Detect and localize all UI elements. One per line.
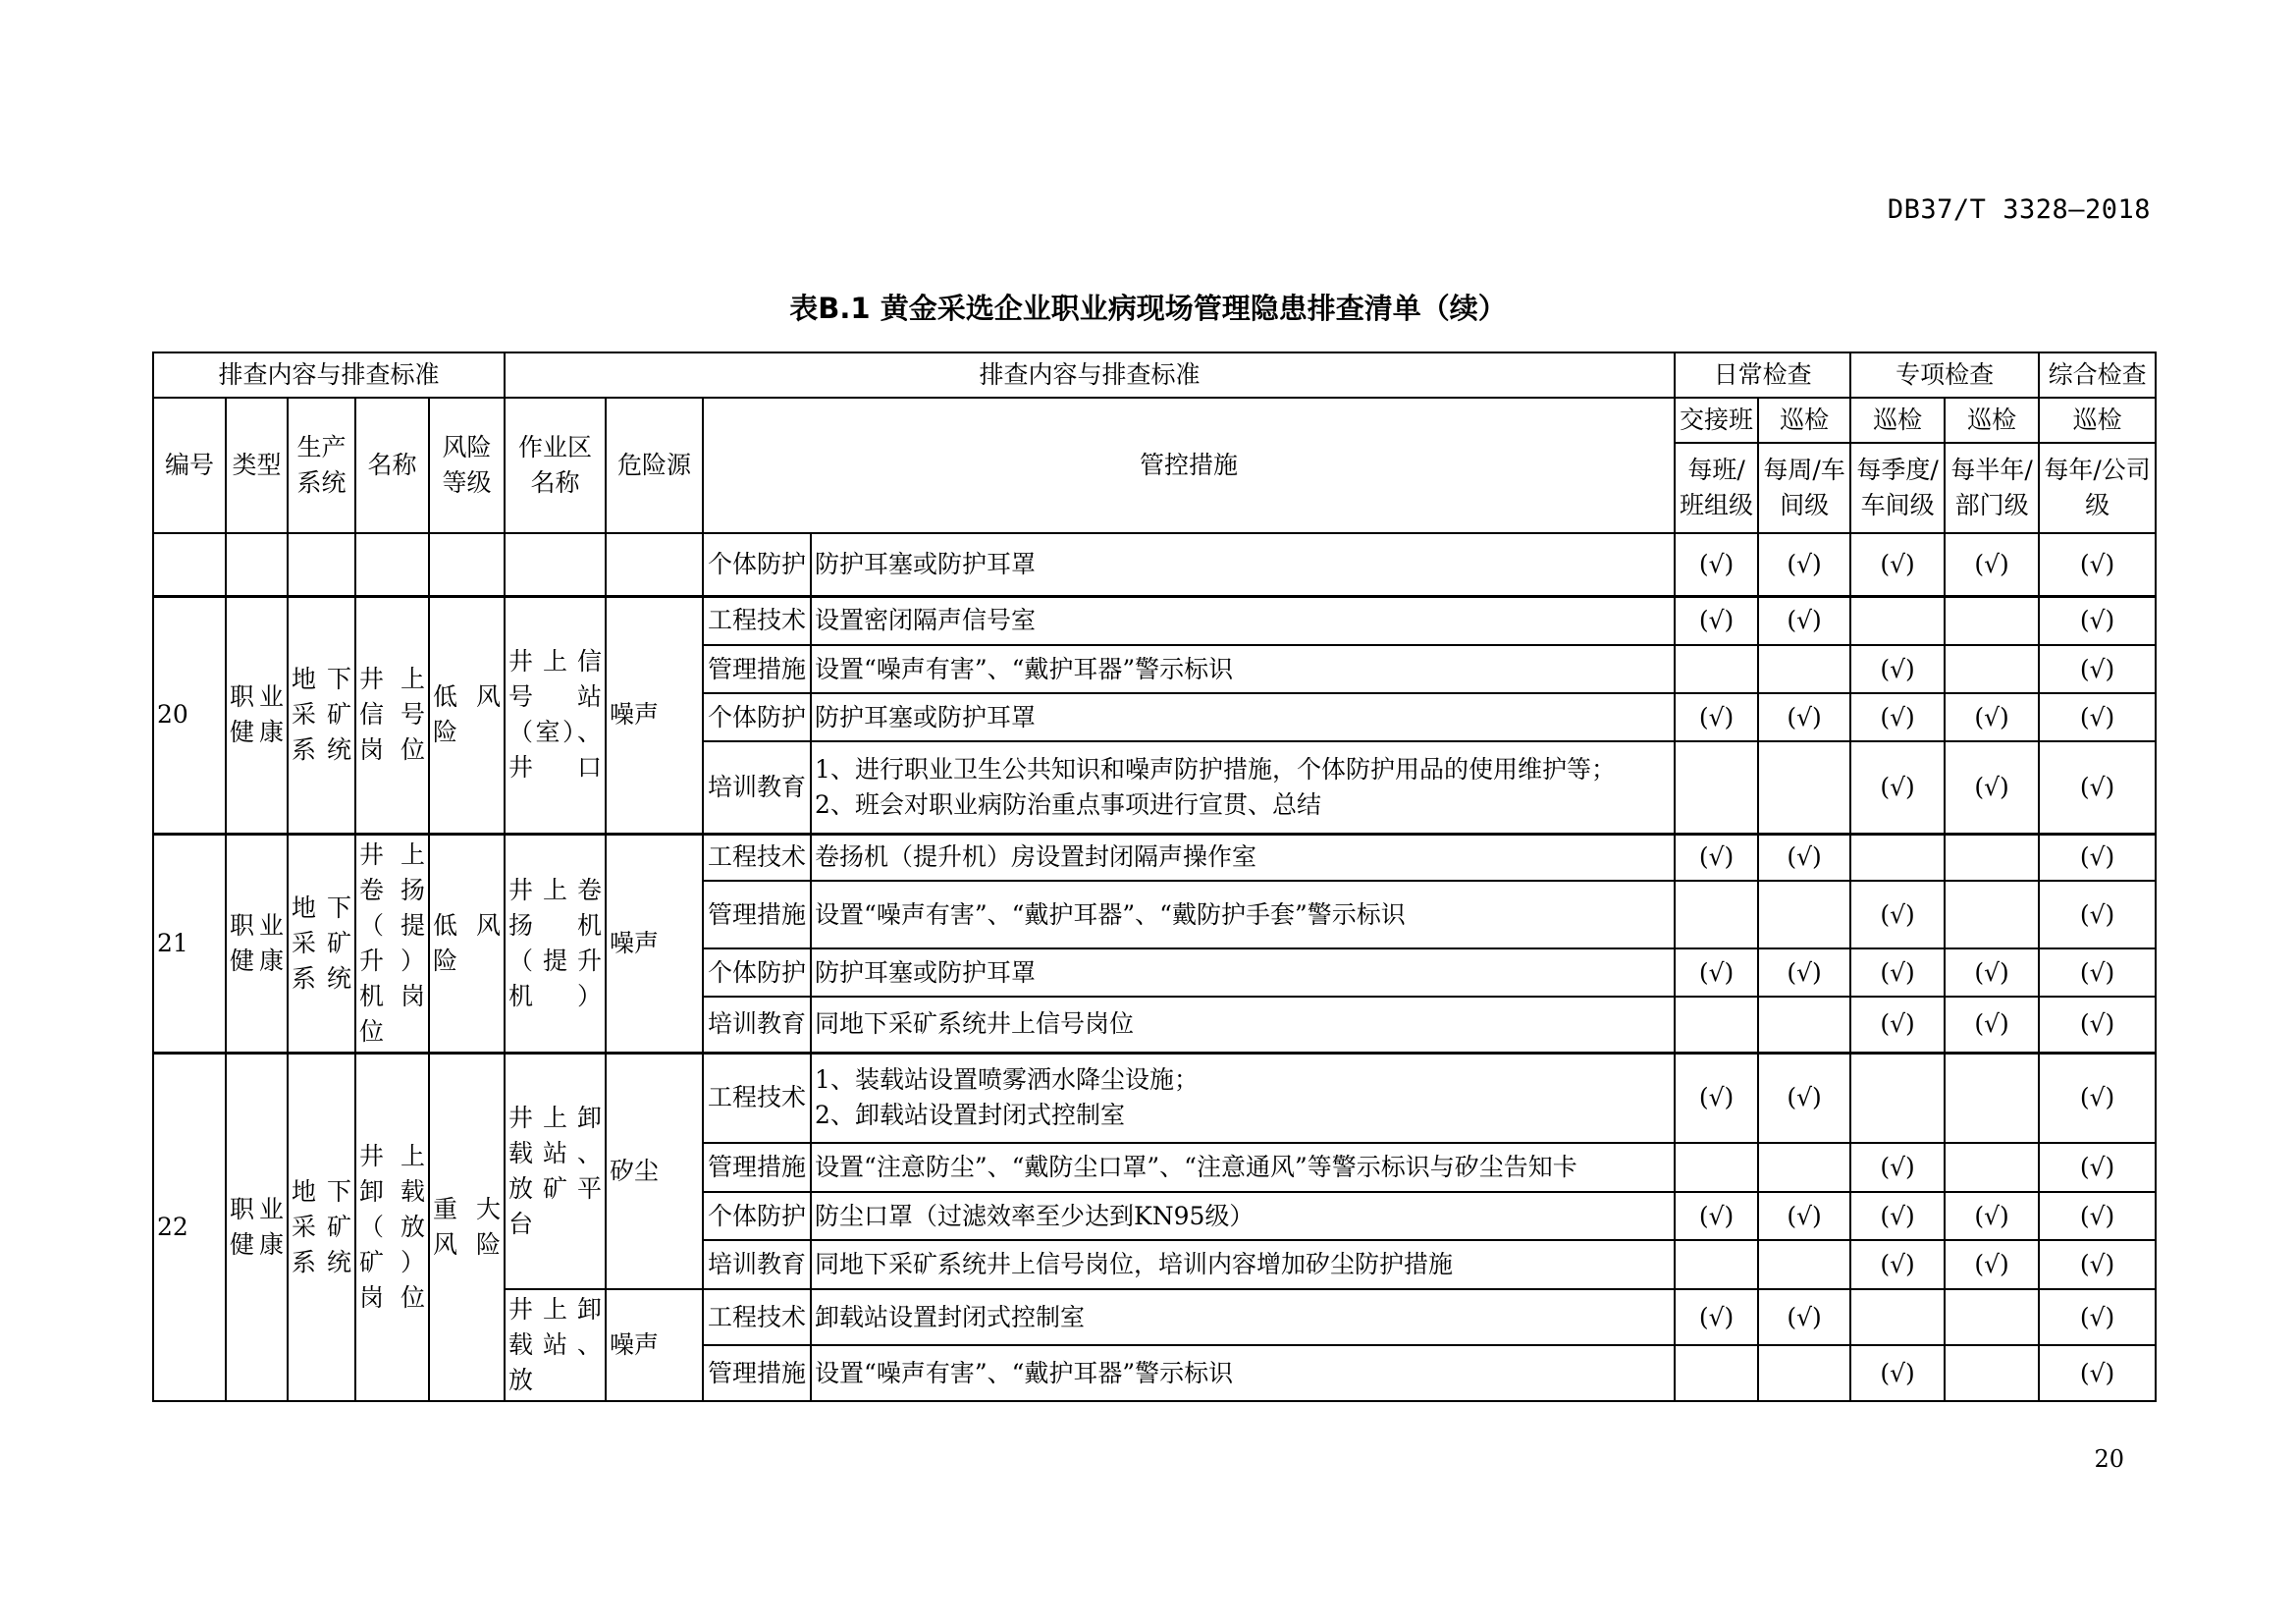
header-c5-freq: 每年/公司级: [2039, 443, 2156, 533]
row-number: 20: [153, 596, 226, 834]
measure-category: 管理措施: [703, 1345, 811, 1401]
check-mark: (√): [2039, 834, 2156, 881]
check-mark: (√): [2039, 533, 2156, 596]
document-code: DB37/T 3328—2018: [1887, 194, 2151, 225]
row-system: 地下采矿系统: [288, 596, 355, 834]
row-area: 井上卸载站、放矿平台: [505, 1053, 606, 1289]
check-mark: (√): [1675, 1192, 1758, 1240]
measure-category: 工程技术: [703, 1289, 811, 1345]
measure-category: 管理措施: [703, 881, 811, 948]
row-area: 井上卸载站、放: [505, 1289, 606, 1401]
check-mark: (√): [2039, 596, 2156, 645]
table-row: [153, 533, 2156, 596]
header-c3-freq: 每季度/车间级: [1850, 443, 1945, 533]
measure-text: 设置“注意防尘”、“戴防尘口罩”、“注意通风”等警示标识与矽尘告知卡: [811, 1143, 1675, 1192]
measure-text: 卸载站设置封闭式控制室: [811, 1289, 1675, 1345]
check-mark: (√): [1758, 596, 1850, 645]
check-mark: (√): [1945, 997, 2039, 1053]
row-number: 22: [153, 1053, 226, 1401]
check-mark: (√): [2039, 1053, 2156, 1143]
check-mark: (√): [1675, 596, 1758, 645]
measure-text: 卷扬机（提升机）房设置封闭隔声操作室: [811, 834, 1675, 881]
measure-text: 防尘口罩（过滤效率至少达到KN95级）: [811, 1192, 1675, 1240]
header-c2-top: 巡检: [1758, 398, 1850, 443]
row-hazard: 噪声: [606, 596, 703, 834]
check-mark: (√): [1850, 741, 1945, 834]
check-mark: (√): [1945, 948, 2039, 997]
header-hazard: 危险源: [606, 398, 703, 533]
table-row: [153, 1053, 2156, 1143]
header-group-left: 排查内容与排查标准: [153, 352, 505, 398]
check-mark: (√): [2039, 1143, 2156, 1192]
measure-line: 1、进行职业卫生公共知识和噪声防护措施，个体防护用品的使用维护等；: [815, 754, 1616, 784]
check-mark: (√): [1758, 1053, 1850, 1143]
measure-category: 个体防护: [703, 1192, 811, 1240]
table-row: [153, 834, 2156, 881]
header-risk: 风险等级: [429, 398, 505, 533]
check-mark: (√): [2039, 693, 2156, 741]
header-group-right: 排查内容与排查标准: [505, 352, 1675, 398]
check-mark: (√): [1850, 645, 1945, 693]
check-mark: (√): [1945, 693, 2039, 741]
measure-text: 设置密闭隔声信号室: [811, 596, 1675, 645]
row-system: 地下采矿系统: [288, 1053, 355, 1401]
row-system: 地下采矿系统: [288, 834, 355, 1053]
row-risk: 低风险: [429, 834, 505, 1053]
measure-category: 培训教育: [703, 1240, 811, 1289]
check-mark: (√): [1758, 834, 1850, 881]
check-mark: (√): [1675, 693, 1758, 741]
header-c4-freq: 每半年/部门级: [1945, 443, 2039, 533]
row-risk: 重大风险: [429, 1053, 505, 1401]
check-mark: (√): [1945, 1240, 2039, 1289]
header-c5-top: 巡检: [2039, 398, 2156, 443]
header-name: 名称: [355, 398, 429, 533]
row-number: 21: [153, 834, 226, 1053]
row-type: 职业健康: [226, 1053, 288, 1401]
row-name: 井上卷扬（提升）机岗位: [355, 834, 429, 1053]
check-mark: (√): [2039, 1192, 2156, 1240]
header-measures: 管控措施: [703, 398, 1675, 533]
row-hazard: 矽尘: [606, 1053, 703, 1289]
header-area: 作业区名称: [505, 398, 606, 533]
check-mark: (√): [1850, 948, 1945, 997]
measure-category: 管理措施: [703, 645, 811, 693]
row-type: 职业健康: [226, 834, 288, 1053]
check-mark: (√): [1850, 997, 1945, 1053]
check-mark: (√): [1850, 1192, 1945, 1240]
check-mark: (√): [2039, 1240, 2156, 1289]
row-name: 井上卸载（放矿）岗位: [355, 1053, 429, 1401]
inspection-table: [152, 352, 2157, 1402]
header-comprehensive-check: 综合检查: [2039, 352, 2156, 398]
check-mark: (√): [1758, 693, 1850, 741]
check-mark: (√): [2039, 645, 2156, 693]
measure-category: 个体防护: [703, 693, 811, 741]
measure-text: [811, 741, 1675, 834]
page-number: 20: [2094, 1445, 2124, 1473]
measure-category: 培训教育: [703, 997, 811, 1053]
measure-category: 个体防护: [703, 533, 811, 596]
table-title: 表B.1 黄金采选企业职业病现场管理隐患排查清单（续）: [789, 292, 1507, 325]
check-mark: (√): [1945, 1192, 2039, 1240]
check-mark: (√): [2039, 997, 2156, 1053]
check-mark: (√): [1945, 741, 2039, 834]
measure-text: 防护耳塞或防护耳罩: [811, 948, 1675, 997]
header-system: 生产系统: [288, 398, 355, 533]
measure-category: 工程技术: [703, 834, 811, 881]
measure-text: [811, 1053, 1675, 1143]
check-mark: (√): [1675, 1289, 1758, 1345]
row-area: 井上卷扬机（提升机）: [505, 834, 606, 1053]
measure-text: 设置“噪声有害”、“戴护耳器”警示标识: [811, 1345, 1675, 1401]
check-mark: (√): [2039, 948, 2156, 997]
row-type: 职业健康: [226, 596, 288, 834]
check-mark: (√): [2039, 741, 2156, 834]
measure-line: 1、装载站设置喷雾洒水降尘设施；: [815, 1065, 1199, 1095]
header-daily-check: 日常检查: [1675, 352, 1850, 398]
header-c1-top: 交接班: [1675, 398, 1758, 443]
header-no: 编号: [153, 398, 226, 533]
measure-text: 同地下采矿系统井上信号岗位，培训内容增加矽尘防护措施: [811, 1240, 1675, 1289]
row-risk: 低风险: [429, 596, 505, 834]
check-mark: (√): [1758, 1289, 1850, 1345]
check-mark: (√): [1675, 948, 1758, 997]
measure-text: 防护耳塞或防护耳罩: [811, 693, 1675, 741]
header-c1-freq: 每班/班组级: [1675, 443, 1758, 533]
check-mark: (√): [2039, 1289, 2156, 1345]
row-hazard: 噪声: [606, 1289, 703, 1401]
measure-category: 管理措施: [703, 1143, 811, 1192]
check-mark: (√): [1758, 1192, 1850, 1240]
check-mark: (√): [2039, 1345, 2156, 1401]
measure-text: 同地下采矿系统井上信号岗位: [811, 997, 1675, 1053]
check-mark: (√): [1850, 1345, 1945, 1401]
measure-text: 防护耳塞或防护耳罩: [811, 533, 1675, 596]
measure-category: 个体防护: [703, 948, 811, 997]
check-mark: (√): [1675, 1053, 1758, 1143]
check-mark: (√): [1850, 533, 1945, 596]
row-hazard: 噪声: [606, 834, 703, 1053]
check-mark: (√): [1850, 693, 1945, 741]
check-mark: (√): [1675, 533, 1758, 596]
measure-line: 2、卸载站设置封闭式控制室: [815, 1101, 1125, 1130]
row-name: 井上信号岗位: [355, 596, 429, 834]
header-c2-freq: 每周/车间级: [1758, 443, 1850, 533]
measure-text: 设置“噪声有害”、“戴护耳器”警示标识: [811, 645, 1675, 693]
check-mark: (√): [1850, 1240, 1945, 1289]
header-c3-top: 巡检: [1850, 398, 1945, 443]
check-mark: (√): [2039, 881, 2156, 948]
measure-text: 设置“噪声有害”、“戴护耳器”、“戴防护手套”警示标识: [811, 881, 1675, 948]
check-mark: (√): [1758, 948, 1850, 997]
check-mark: (√): [1758, 533, 1850, 596]
check-mark: (√): [1675, 834, 1758, 881]
header-c4-top: 巡检: [1945, 398, 2039, 443]
check-mark: (√): [1945, 533, 2039, 596]
measure-line: 2、班会对职业病防治重点事项进行宣贯、总结: [815, 789, 1321, 819]
measure-category: 培训教育: [703, 741, 811, 834]
measure-category: 工程技术: [703, 1053, 811, 1143]
check-mark: (√): [1850, 881, 1945, 948]
header-special-check: 专项检查: [1850, 352, 2039, 398]
measure-category: 工程技术: [703, 596, 811, 645]
table-row: [153, 596, 2156, 645]
header-type: 类型: [226, 398, 288, 533]
check-mark: (√): [1850, 1143, 1945, 1192]
row-area: 井上信号站（室）、井口: [505, 596, 606, 834]
